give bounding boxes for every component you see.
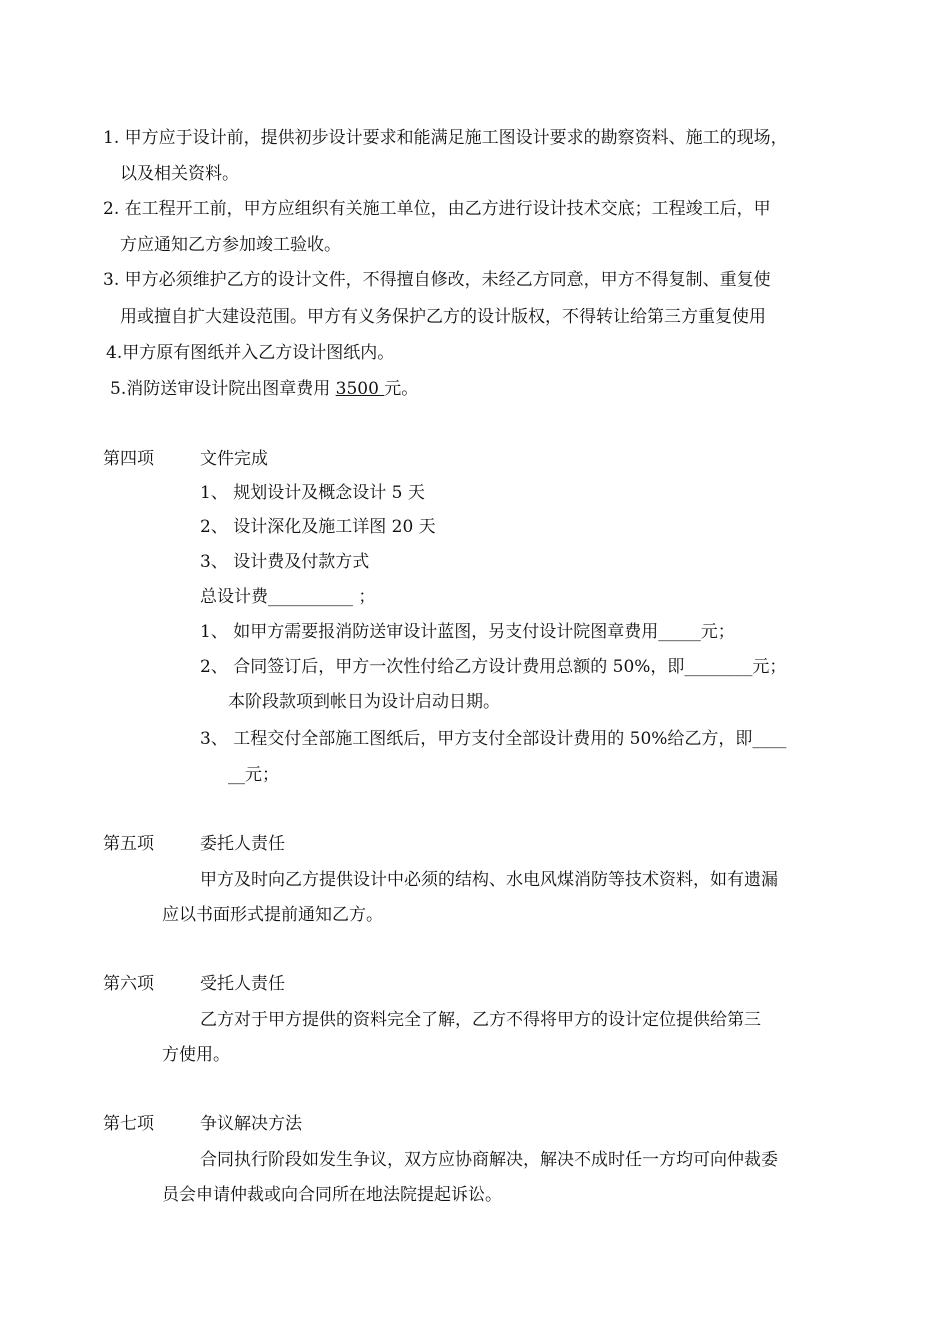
list-item-2-line-1: 2. 在工程开工前，甲方应组织有关施工单位，由乙方进行设计技术交底；工程竣工后，甲 xyxy=(103,199,771,219)
section-4-number: 第四项 xyxy=(103,449,154,469)
total-fee-line xyxy=(200,586,375,608)
total-fee-blank: __________ xyxy=(268,587,353,607)
list-item-1-line-2: 以及相关资料。 xyxy=(120,164,239,184)
payment-1: 1、 如甲方需要报消防送审设计蓝图，另支付设计院图章费用_____元； xyxy=(200,622,735,642)
section-4-step-2: 2、 设计深化及施工详图 20 天 xyxy=(200,517,436,537)
list-item-3-line-2: 用或擅自扩大建设范围。甲方有义务保护乙方的设计版权，不得转让给第三方重复使用 xyxy=(120,307,766,327)
payment-3: 3、 工程交付全部施工图纸后，甲方支付全部设计费用的 50%给乙方，即____ xyxy=(200,729,787,749)
section-6-number: 第六项 xyxy=(103,974,154,994)
section-7-paragraph-line-1: 合同执行阶段如发生争议，双方应协商解决，解决不成时任一方均可向仲裁委 xyxy=(200,1150,778,1170)
list-item-3-line-1: 3. 甲方必须维护乙方的设计文件，不得擅自修改，未经乙方同意，甲方不得复制、重复使 xyxy=(103,270,771,290)
section-6-paragraph-line-1: 乙方对于甲方提供的资料完全了解，乙方不得将甲方的设计定位提供给第三 xyxy=(200,1010,761,1030)
section-7-title: 争议解决方法 xyxy=(200,1114,302,1134)
payment-2-continued: 本阶段款项到帐日为设计启动日期。 xyxy=(228,692,500,712)
section-6-paragraph-line-2: 方使用。 xyxy=(162,1045,230,1065)
payment-2: 2、 合同签订后，甲方一次性付给乙方设计费用总额的 50%，即________元； xyxy=(200,657,787,677)
total-fee-end: ； xyxy=(353,587,376,607)
stamp-fee-amount: 3500 xyxy=(335,379,385,399)
section-7-paragraph-line-2: 员会申请仲裁或向合同所在地法院提起诉讼。 xyxy=(162,1185,502,1205)
list-item-5-text: 5.消防送审设计院出图章费用 xyxy=(110,379,336,399)
section-5-title: 委托人责任 xyxy=(200,834,285,854)
section-5-number: 第五项 xyxy=(103,834,154,854)
list-item-5 xyxy=(110,378,418,400)
section-4-step-3: 3、 设计费及付款方式 xyxy=(200,552,370,572)
payment-3-continued: __元； xyxy=(228,765,279,785)
section-5-paragraph-line-1: 甲方及时向乙方提供设计中必须的结构、水电风煤消防等技术资料，如有遗漏 xyxy=(200,870,778,890)
list-item-5-unit: 元。 xyxy=(384,379,419,399)
section-4-title: 文件完成 xyxy=(200,449,268,469)
list-item-1-line-1: 1. 甲方应于设计前，提供初步设计要求和能满足施工图设计要求的勘察资料、施工的现场， xyxy=(103,128,788,148)
list-item-4: 4.甲方原有图纸并入乙方设计图纸内。 xyxy=(106,343,395,363)
section-4-step-1: 1、 规划设计及概念设计 5 天 xyxy=(200,483,425,503)
section-5-paragraph-line-2: 应以书面形式提前通知乙方。 xyxy=(162,905,383,925)
section-6-title: 受托人责任 xyxy=(200,974,285,994)
list-item-2-line-2: 方应通知乙方参加竣工验收。 xyxy=(120,235,341,255)
total-fee-label: 总设计费 xyxy=(200,587,268,607)
section-7-number: 第七项 xyxy=(103,1114,154,1134)
